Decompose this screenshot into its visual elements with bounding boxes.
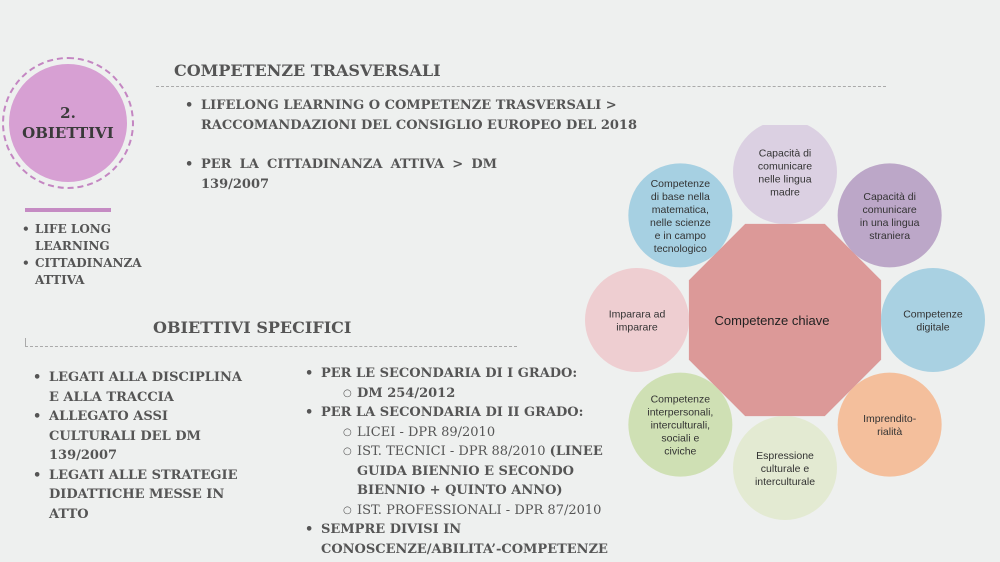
node-label: Capacità di (863, 190, 916, 203)
divider-bottom (25, 346, 517, 347)
node-label: straniera (869, 229, 911, 242)
obiettivi-right-list (305, 364, 625, 559)
ii-grado-sublist (321, 423, 625, 521)
tecnici-item (343, 442, 625, 501)
node-label: Competenze (903, 308, 963, 321)
competenze-chiave-diagram (585, 125, 1000, 520)
badge-label: OBIETTIVI (22, 124, 114, 142)
divider-tick (25, 338, 26, 346)
node-label: madre (770, 186, 800, 199)
competenze-item-1: • LIFELONG LEARNING O COMPETENZE TRASVERSALI > RACCOMANDAZIONI DEL CONSIGLIO EUROPEO DEL 2018 (185, 96, 775, 136)
node-label: comunicare (862, 203, 917, 216)
node-label: nelle scienze (649, 216, 711, 229)
section-badge (9, 64, 127, 182)
node-label: culturale e (760, 463, 810, 475)
node-label: interpersonali, (647, 406, 714, 419)
node-label: imparare (616, 321, 658, 334)
tecnici-text: IST. TECNICI - DPR 88/2010 (357, 444, 546, 459)
node-label: tecnologico (653, 242, 707, 255)
licei-item: ○ LICEI - DPR 89/2010 (343, 423, 625, 443)
accent-bar (25, 208, 111, 212)
competenze-title: COMPETENZE TRASVERSALI (174, 61, 441, 80)
node-label: interculturale (754, 476, 816, 488)
obiettivi-left-list (33, 368, 248, 524)
node-label: Competenze (650, 177, 711, 190)
i-grado-sublist (321, 384, 625, 404)
node-label: Competenze (650, 393, 711, 406)
divider-top (156, 86, 886, 87)
node-label: in una lingua (859, 216, 920, 229)
node-label: comunicare (757, 160, 813, 173)
ii-grado-label: PER LA SECONDARIA DI II GRADO: (321, 405, 584, 420)
tecnici-bold-text: (LINEE GUIDA BIENNIO E SECONDO BIENNIO + QUINTO ANNO) (357, 444, 603, 498)
i-grado-label: PER LE SECONDARIA DI I GRADO: (321, 366, 578, 381)
obiettivi-title: OBIETTIVI SPECIFICI (153, 318, 352, 337)
node-label: e in campo (654, 229, 707, 242)
obiettivi-item-2: • ALLEGATO ASSI CULTURALI DEL DM 139/2007 (33, 407, 248, 466)
professionali-item: ○ IST. PROFESSIONALI - DPR 87/2010 (343, 501, 625, 521)
competenze-item-2: • PER LA CITTADINANZA ATTIVA > DM 139/2007 (185, 155, 497, 195)
node-label: Imparara ad (608, 308, 666, 321)
node-label: Capacità di (758, 147, 812, 160)
obiettivi-item-3: • LEGATI ALLE STRATEGIE DIDATTICHE MESSE IN ATTO (33, 466, 248, 525)
node-label: digitale (916, 321, 950, 334)
node-label: nelle lingua (758, 173, 812, 186)
node-label: Espressione (756, 450, 814, 462)
node-label: Imprendito- (863, 413, 917, 426)
node-label: matematica, (651, 203, 709, 216)
node-label: interculturali, (650, 419, 711, 432)
node-label: rialità (877, 426, 903, 439)
center-label: Competenze chiave (714, 313, 830, 328)
i-grado-item (305, 364, 625, 403)
node-label: civiche (664, 445, 697, 458)
diagram-svg (585, 125, 1000, 520)
side-list (22, 221, 145, 289)
node-label: di base nella (650, 190, 710, 203)
ii-grado-item (305, 403, 625, 520)
side-item: • LIFE LONG LEARNING (22, 221, 145, 255)
side-item: • CITTADINANZA ATTIVA (22, 255, 145, 289)
obiettivi-item-1: • LEGATI ALLA DISCIPLINA E ALLA TRACCIA (33, 368, 248, 407)
node-label: sociali e (661, 432, 700, 445)
sempre-item: • SEMPRE DIVISI IN CONOSCENZE/ABILITA’-COMPETENZE (305, 520, 625, 559)
i-grado-sub-item: ○ DM 254/2012 (343, 384, 625, 404)
badge-number: 2. (60, 104, 76, 122)
